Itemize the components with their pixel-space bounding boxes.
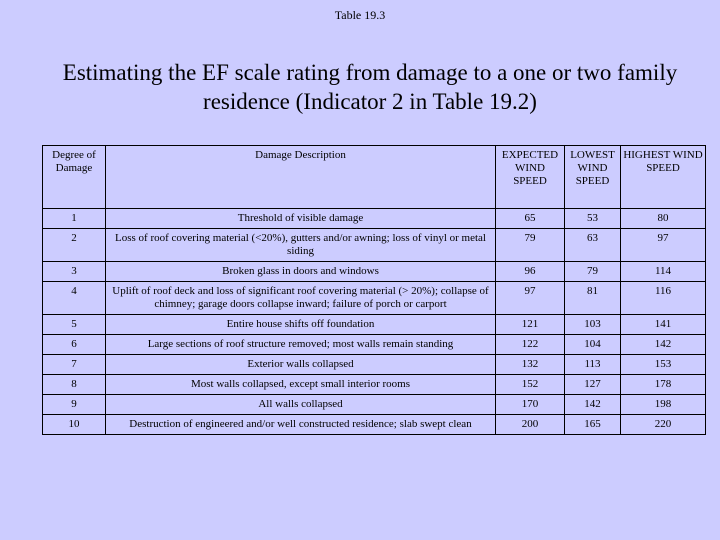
table-header-row [43,146,706,209]
expected-speed-cell: 200 [496,415,565,435]
ef-damage-table [42,145,706,435]
table-row [43,395,706,415]
degree-cell: 3 [43,262,106,282]
description-cell: Threshold of visible damage [106,209,496,229]
table-row [43,282,706,315]
table-row [43,375,706,395]
header-degree-of-damage: Degree of Damage [43,146,106,209]
degree-cell: 9 [43,395,106,415]
description-cell: Uplift of roof deck and loss of significant roof covering material (> 20%); collapse of chimney; garage doors collapse inward; failure of porch or carport [106,282,496,315]
highest-speed-cell: 80 [621,209,706,229]
degree-cell: 10 [43,415,106,435]
description-cell: All walls collapsed [106,395,496,415]
table-row [43,335,706,355]
description-cell: Large sections of roof structure removed; most walls remain standing [106,335,496,355]
highest-speed-cell: 178 [621,375,706,395]
highest-speed-cell: 220 [621,415,706,435]
lowest-speed-cell: 165 [565,415,621,435]
degree-cell: 1 [43,209,106,229]
lowest-speed-cell: 127 [565,375,621,395]
lowest-speed-cell: 142 [565,395,621,415]
table-row [43,315,706,335]
degree-cell: 5 [43,315,106,335]
lowest-speed-cell: 113 [565,355,621,375]
table-row [43,355,706,375]
header-damage-description: Damage Description [106,146,496,209]
description-cell: Loss of roof covering material (<20%), gutters and/or awning; loss of vinyl or metal siding [106,229,496,262]
highest-speed-cell: 142 [621,335,706,355]
expected-speed-cell: 79 [496,229,565,262]
table-row [43,262,706,282]
degree-cell: 6 [43,335,106,355]
expected-speed-cell: 152 [496,375,565,395]
degree-cell: 2 [43,229,106,262]
table-row [43,229,706,262]
lowest-speed-cell: 81 [565,282,621,315]
highest-speed-cell: 114 [621,262,706,282]
highest-speed-cell: 198 [621,395,706,415]
page-title: Estimating the EF scale rating from damage to a one or two family residence (Indicator 2 in Table 19.2) [62,60,678,114]
lowest-speed-cell: 104 [565,335,621,355]
header-expected-wind-speed: EXPECTED WIND SPEED [496,146,565,209]
degree-cell: 7 [43,355,106,375]
expected-speed-cell: 96 [496,262,565,282]
expected-speed-cell: 121 [496,315,565,335]
lowest-speed-cell: 79 [565,262,621,282]
description-cell: Most walls collapsed, except small interior rooms [106,375,496,395]
expected-speed-cell: 132 [496,355,565,375]
description-cell: Exterior walls collapsed [106,355,496,375]
header-highest-wind-speed: HIGHEST WIND SPEED [621,146,706,209]
table-caption: Table 19.3 [334,8,386,22]
description-cell: Destruction of engineered and/or well constructed residence; slab swept clean [106,415,496,435]
header-lowest-wind-speed: LOWEST WIND SPEED [565,146,621,209]
highest-speed-cell: 153 [621,355,706,375]
expected-speed-cell: 65 [496,209,565,229]
expected-speed-cell: 122 [496,335,565,355]
expected-speed-cell: 170 [496,395,565,415]
table-row [43,415,706,435]
lowest-speed-cell: 63 [565,229,621,262]
degree-cell: 8 [43,375,106,395]
description-cell: Entire house shifts off foundation [106,315,496,335]
lowest-speed-cell: 53 [565,209,621,229]
description-cell: Broken glass in doors and windows [106,262,496,282]
highest-speed-cell: 97 [621,229,706,262]
lowest-speed-cell: 103 [565,315,621,335]
highest-speed-cell: 116 [621,282,706,315]
expected-speed-cell: 97 [496,282,565,315]
degree-cell: 4 [43,282,106,315]
highest-speed-cell: 141 [621,315,706,335]
table-row [43,209,706,229]
